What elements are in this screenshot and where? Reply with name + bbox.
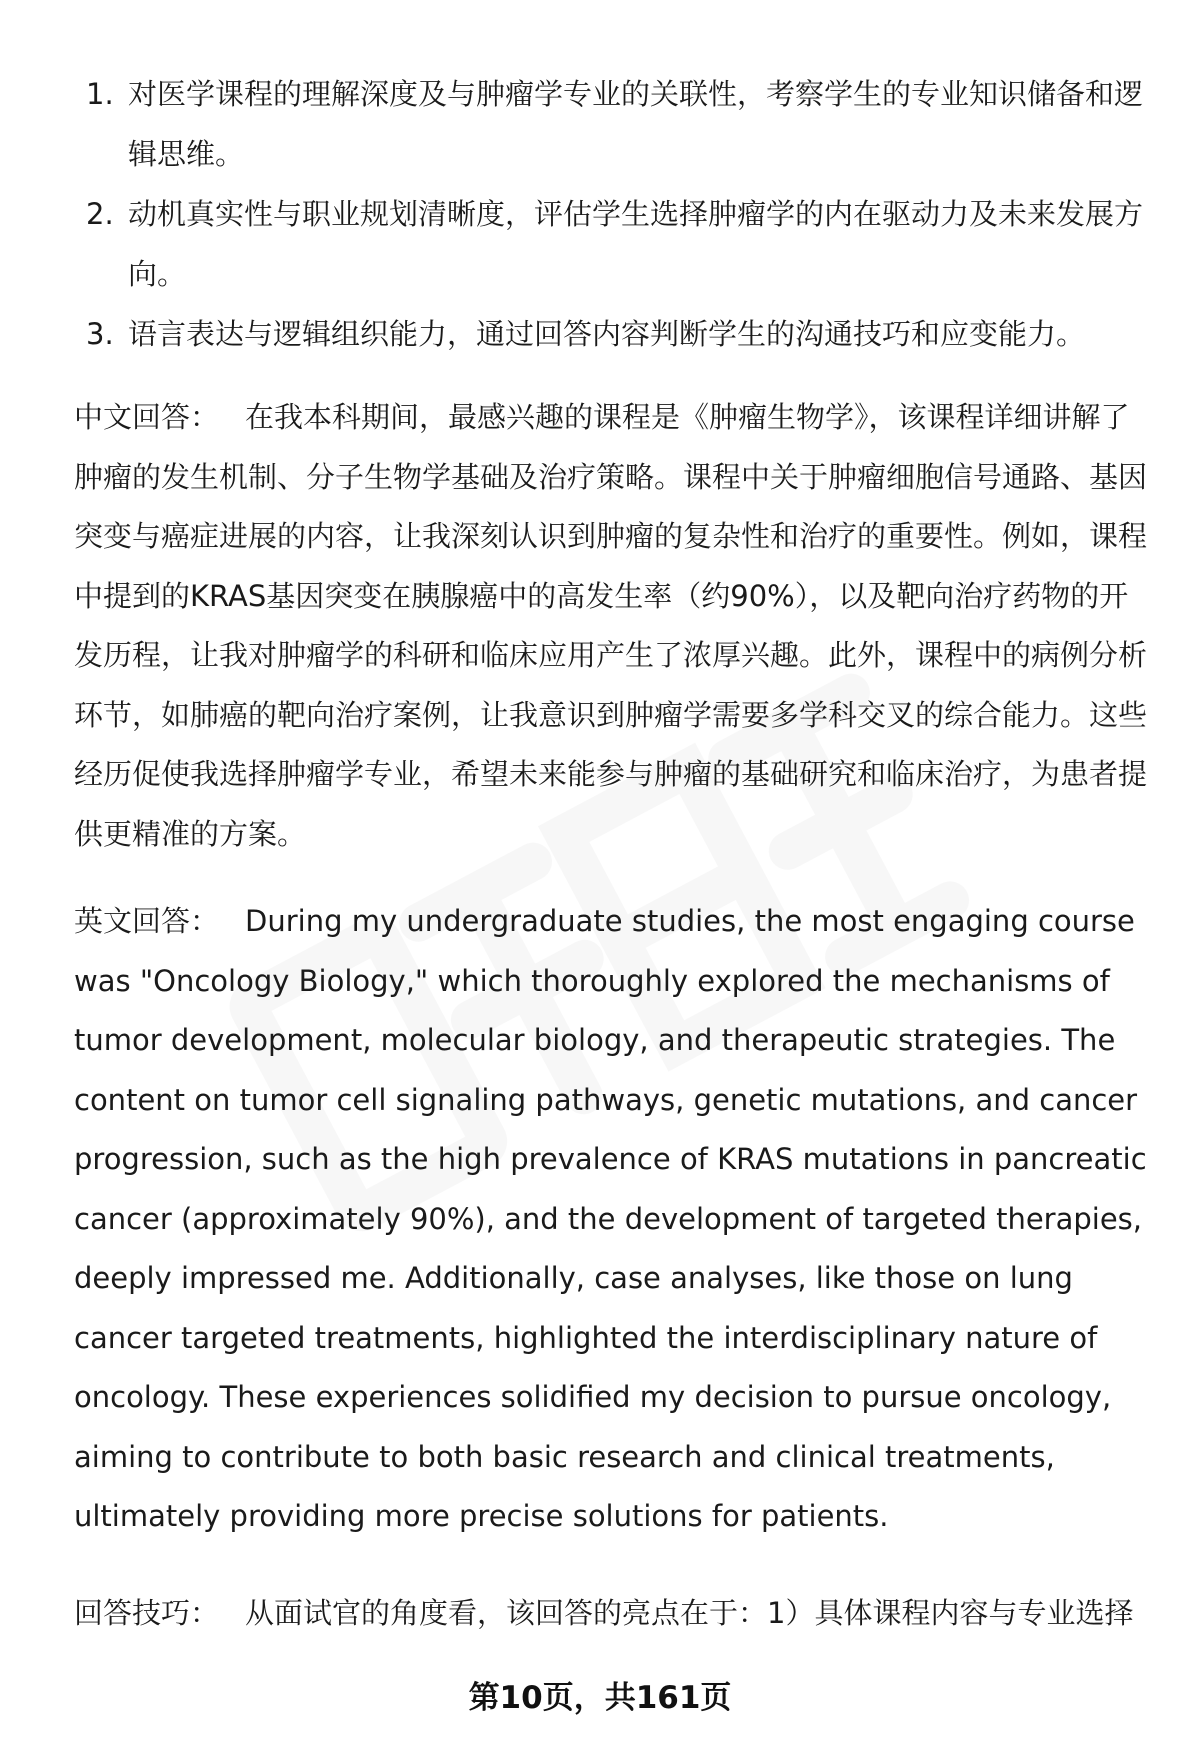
evaluation-criteria-list xyxy=(86,64,1146,364)
criteria-number: 2. xyxy=(86,197,114,231)
answer-tips-label: 回答技巧： xyxy=(74,1596,220,1630)
criteria-number: 3. xyxy=(86,317,114,351)
criteria-text: 对医学课程的理解深度及与肿瘤学专业的关联性，考察学生的专业知识储备和逻辑思维。 xyxy=(128,77,1144,171)
answer-tips-text: 从面试官的角度看，该回答的亮点在于：1）具体课程内容与专业选择 xyxy=(245,1596,1134,1630)
chinese-answer-paragraph xyxy=(74,388,1154,864)
criteria-item xyxy=(86,184,1146,304)
english-answer-paragraph xyxy=(74,892,1154,1547)
english-answer-label: 英文回答： xyxy=(74,904,220,938)
chinese-answer-label: 中文回答： xyxy=(74,400,220,434)
criteria-item xyxy=(86,64,1146,184)
chinese-answer-text: 在我本科期间，最感兴趣的课程是《肿瘤生物学》，该课程详细讲解了肿瘤的发生机制、分子生物学基础及治疗策略。课程中关于肿瘤细胞信号通路、基因突变与癌症进展的内容，让我深刻认识到肿瘤的复杂性和治疗的重要性。例如，课程中提到的KRAS基因突变在胰腺癌中的高发生率（约90%），以及靶向治疗药物的开发历程，让我对肿瘤学的科研和临床应用产生了浓厚兴趣。此外，课程中的病例分析环节，如肺癌的靶向治疗案例，让我意识到肿瘤学需要多学科交叉的综合能力。这些经历促使我选择肿瘤学专业，希望未来能参与肿瘤的基础研究和临床治疗，为患者提供更精准的方案。 xyxy=(74,400,1148,851)
page-number-footer: 第10页，共161页 xyxy=(468,1680,732,1716)
criteria-text: 语言表达与逻辑组织能力，通过回答内容判断学生的沟通技巧和应变能力。 xyxy=(128,317,1086,351)
criteria-number: 1. xyxy=(86,77,114,111)
answer-tips-paragraph xyxy=(74,1584,1154,1644)
criteria-item xyxy=(86,304,1146,364)
english-answer-text: During my undergraduate studies, the most engaging course was "Oncology Biology," which thoroughly explored the mechanisms of tumor development, molecular biology, and therapeutic strategies. The content on tumor cell signaling pathways, genetic mutations, and cancer progression, such as the high prevalence of KRAS mutations in pancreatic cancer (approximately 90%), and the development of targeted therapies, deeply impressed me. Additionally, case analyses, like those on lung cancer targeted treatments, highlighted the interdisciplinary nature of oncology. These experiences solidified my decision to pursue oncology, aiming to contribute to both basic research and clinical treatments, ultimately providing more precise solutions for patients. xyxy=(74,904,1147,1533)
criteria-text: 动机真实性与职业规划清晰度，评估学生选择肿瘤学的内在驱动力及未来发展方向。 xyxy=(128,197,1144,291)
